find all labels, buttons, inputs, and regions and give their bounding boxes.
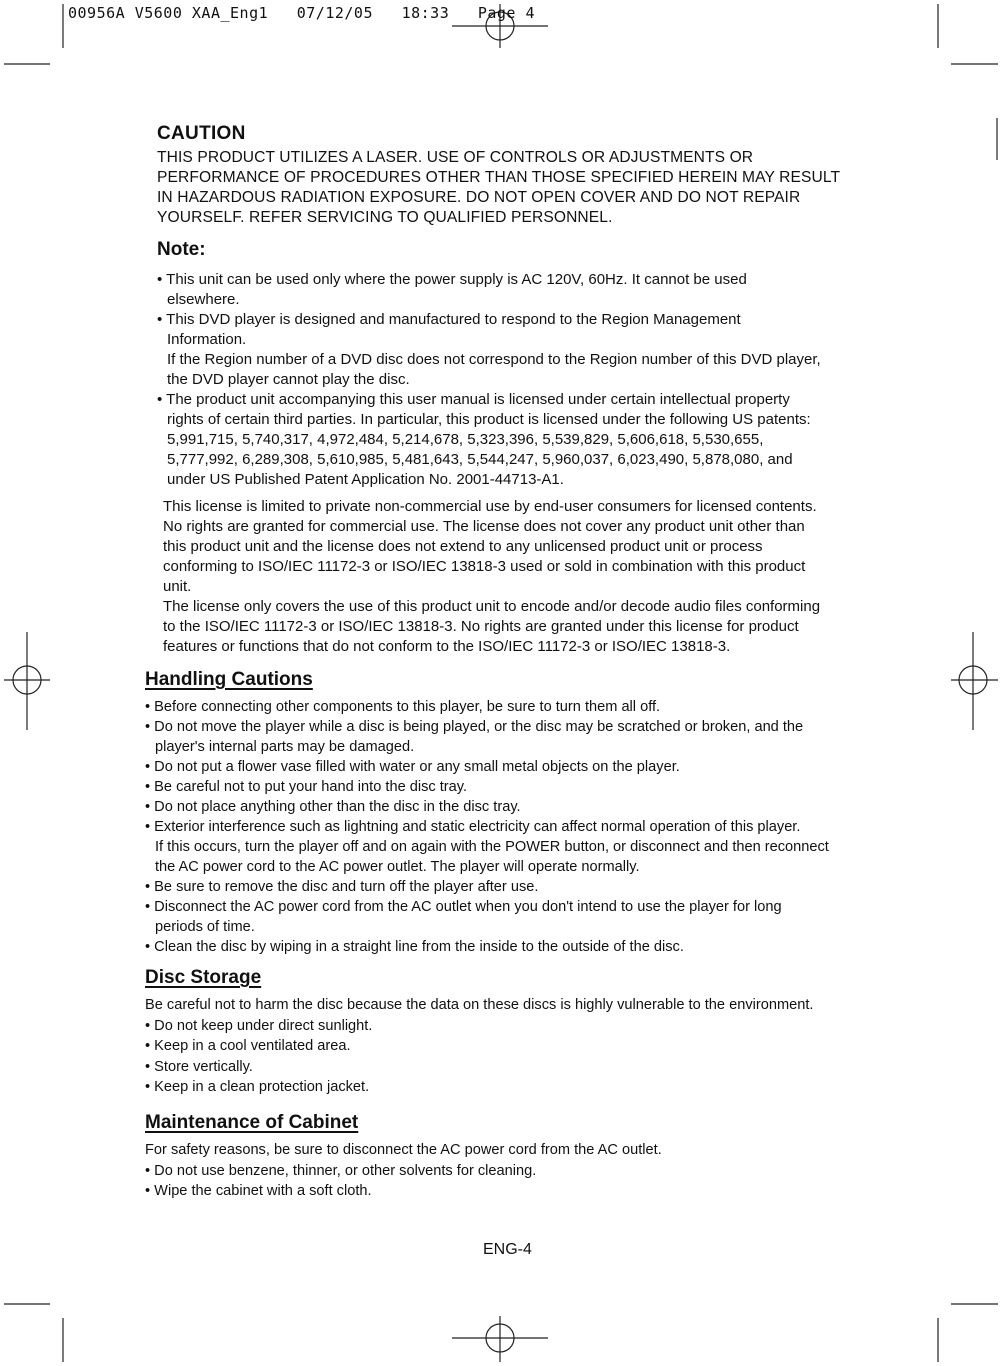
caution-line: PERFORMANCE OF PROCEDURES OTHER THAN THOSE SPECIFIED HEREIN MAY RESULT	[157, 169, 841, 186]
note-item	[157, 270, 862, 310]
bullet: •	[157, 271, 163, 288]
list-item	[145, 897, 855, 937]
note-text: This unit can be used only where the power supply is AC 120V, 60Hz. It cannot be used	[166, 271, 747, 288]
bullet: •	[145, 1038, 151, 1054]
list-item	[145, 777, 855, 797]
list-item-text: Be sure to remove the disc and turn off the player after use.	[154, 879, 539, 895]
list-item	[145, 697, 855, 717]
bullet: •	[145, 1162, 151, 1179]
note-item	[157, 310, 862, 390]
list-item	[145, 877, 855, 897]
list-item-text: Be careful not to put your hand into the disc tray.	[154, 779, 468, 795]
bullet: •	[157, 391, 163, 408]
list-item	[145, 797, 855, 817]
list-item-text: Clean the disc by wiping in a straight line from the inside to the outside of the disc.	[154, 939, 684, 955]
bullet: •	[145, 799, 151, 815]
note-text: under US Published Patent Application No. 2001-44713-A1.	[167, 471, 564, 488]
bullet: •	[145, 719, 151, 735]
license-line: This license is limited to private non-commercial use by end-user consumers for licensed contents.	[163, 498, 817, 515]
bullet: •	[145, 1079, 151, 1095]
bullet: •	[145, 879, 151, 895]
list-item	[145, 717, 855, 757]
list-item	[145, 1016, 855, 1037]
print-slug-header: 00956A V5600 XAA_Eng1 07/12/05 18:33 Page 4	[68, 4, 536, 22]
note-item	[157, 390, 862, 490]
list-item	[145, 1181, 855, 1202]
caution-line: THIS PRODUCT UTILIZES A LASER. USE OF CONTROLS OR ADJUSTMENTS OR	[157, 149, 754, 166]
note-text: the DVD player cannot play the disc.	[167, 371, 410, 388]
bullet: •	[145, 779, 151, 795]
maintenance-intro: For safety reasons, be sure to disconnect the AC power cord from the AC outlet.	[145, 1142, 662, 1158]
bullet: •	[145, 899, 151, 915]
caution-title: CAUTION	[157, 123, 246, 144]
maintenance-title: Maintenance of Cabinet	[145, 1112, 359, 1133]
patent-list: 5,991,715, 5,740,317, 4,972,484, 5,214,678, 5,323,396, 5,539,829, 5,606,618, 5,530,655,	[167, 431, 764, 448]
caution-line: IN HAZARDOUS RADIATION EXPOSURE. DO NOT OPEN COVER AND DO NOT REPAIR	[157, 189, 801, 206]
list-item-text: Do not place anything other than the disc in the disc tray.	[154, 799, 521, 815]
bullet: •	[145, 759, 151, 775]
bullet: •	[145, 1183, 151, 1199]
note-text: If the Region number of a DVD disc does not correspond to the Region number of this DVD player,	[167, 351, 821, 368]
list-item-text: Do not move the player while a disc is being played, or the disc may be scratched or broken, and the	[154, 719, 804, 735]
note-text: rights of certain third parties. In particular, this product is licensed under the following US patents:	[167, 411, 811, 428]
list-item-text: Exterior interference such as lightning and static electricity can affect normal operation of this player.	[154, 819, 801, 835]
license-line: unit.	[163, 578, 192, 595]
list-item-text: Disconnect the AC power cord from the AC outlet when you don't intend to use the player for long	[154, 899, 782, 915]
license-line: features or functions that do not conform to the ISO/IEC 11172-3 or ISO/IEC 13818-3.	[163, 638, 731, 655]
maintenance-list	[145, 1140, 855, 1202]
patent-list: 5,777,992, 6,289,308, 5,610,985, 5,481,643, 5,544,247, 5,960,037, 6,023,490, 5,878,080, and	[167, 451, 793, 468]
page-number: ENG-4	[483, 1241, 532, 1258]
list-item	[145, 1057, 855, 1078]
list-item	[145, 1161, 855, 1182]
list-item-text: Do not put a flower vase filled with water or any small metal objects on the player.	[154, 759, 680, 775]
note-text: The product unit accompanying this user manual is licensed under certain intellectual property	[166, 391, 790, 408]
note-title: Note:	[157, 239, 206, 260]
disc-storage-intro: Be careful not to harm the disc because the data on these discs is highly vulnerable to the environment.	[145, 997, 814, 1013]
list-item-text: Wipe the cabinet with a soft cloth.	[154, 1183, 372, 1199]
caution-line: YOURSELF. REFER SERVICING TO QUALIFIED PERSONNEL.	[157, 209, 613, 226]
list-item	[145, 817, 855, 877]
note-text: This DVD player is designed and manufactured to respond to the Region Management	[166, 311, 741, 328]
bullet: •	[145, 939, 151, 955]
list-item-text: periods of time.	[155, 919, 255, 935]
list-item-text: player's internal parts may be damaged.	[155, 739, 415, 755]
handling-cautions-title: Handling Cautions	[145, 669, 313, 690]
bullet: •	[157, 311, 163, 328]
list-item	[145, 937, 855, 957]
license-text	[163, 497, 863, 657]
bullet: •	[145, 699, 151, 715]
license-line: No rights are granted for commercial use. The license does not cover any product unit other than	[163, 518, 805, 535]
license-line: conforming to ISO/IEC 11172-3 or ISO/IEC 13818-3 used or sold in combination with this product	[163, 558, 806, 575]
list-item-text: Before connecting other components to this player, be sure to turn them all off.	[154, 699, 661, 715]
list-item-text: Do not keep under direct sunlight.	[154, 1017, 373, 1034]
bullet: •	[145, 1017, 151, 1034]
list-item-text: Do not use benzene, thinner, or other solvents for cleaning.	[154, 1162, 537, 1179]
license-line: The license only covers the use of this product unit to encode and/or decode audio files conforming	[163, 598, 821, 615]
bullet: •	[145, 1058, 151, 1075]
list-item	[145, 1077, 855, 1098]
caution-text	[157, 148, 857, 228]
disc-storage-title: Disc Storage	[145, 967, 262, 988]
list-item-text: Keep in a clean protection jacket.	[154, 1079, 370, 1095]
list-item-text: Keep in a cool ventilated area.	[154, 1038, 351, 1054]
list-item-text: the AC power cord to the AC power outlet. The player will operate normally.	[155, 859, 640, 875]
list-item-text: If this occurs, turn the player off and on again with the POWER button, or disconnect and then reconnect	[155, 839, 829, 855]
note-text: Information.	[167, 331, 247, 348]
list-item	[145, 757, 855, 777]
note-text: elsewhere.	[167, 291, 240, 308]
disc-storage-list	[145, 995, 855, 1098]
list-item-text: Store vertically.	[154, 1058, 253, 1075]
handling-cautions-list	[145, 697, 855, 957]
list-item	[145, 1036, 855, 1057]
license-line: to the ISO/IEC 11172-3 or ISO/IEC 13818-3. No rights are granted under this license for product	[163, 618, 799, 635]
note-list	[157, 270, 862, 490]
bullet: •	[145, 819, 151, 835]
license-line: this product unit and the license does not extend to any unlicensed product unit or process	[163, 538, 763, 555]
